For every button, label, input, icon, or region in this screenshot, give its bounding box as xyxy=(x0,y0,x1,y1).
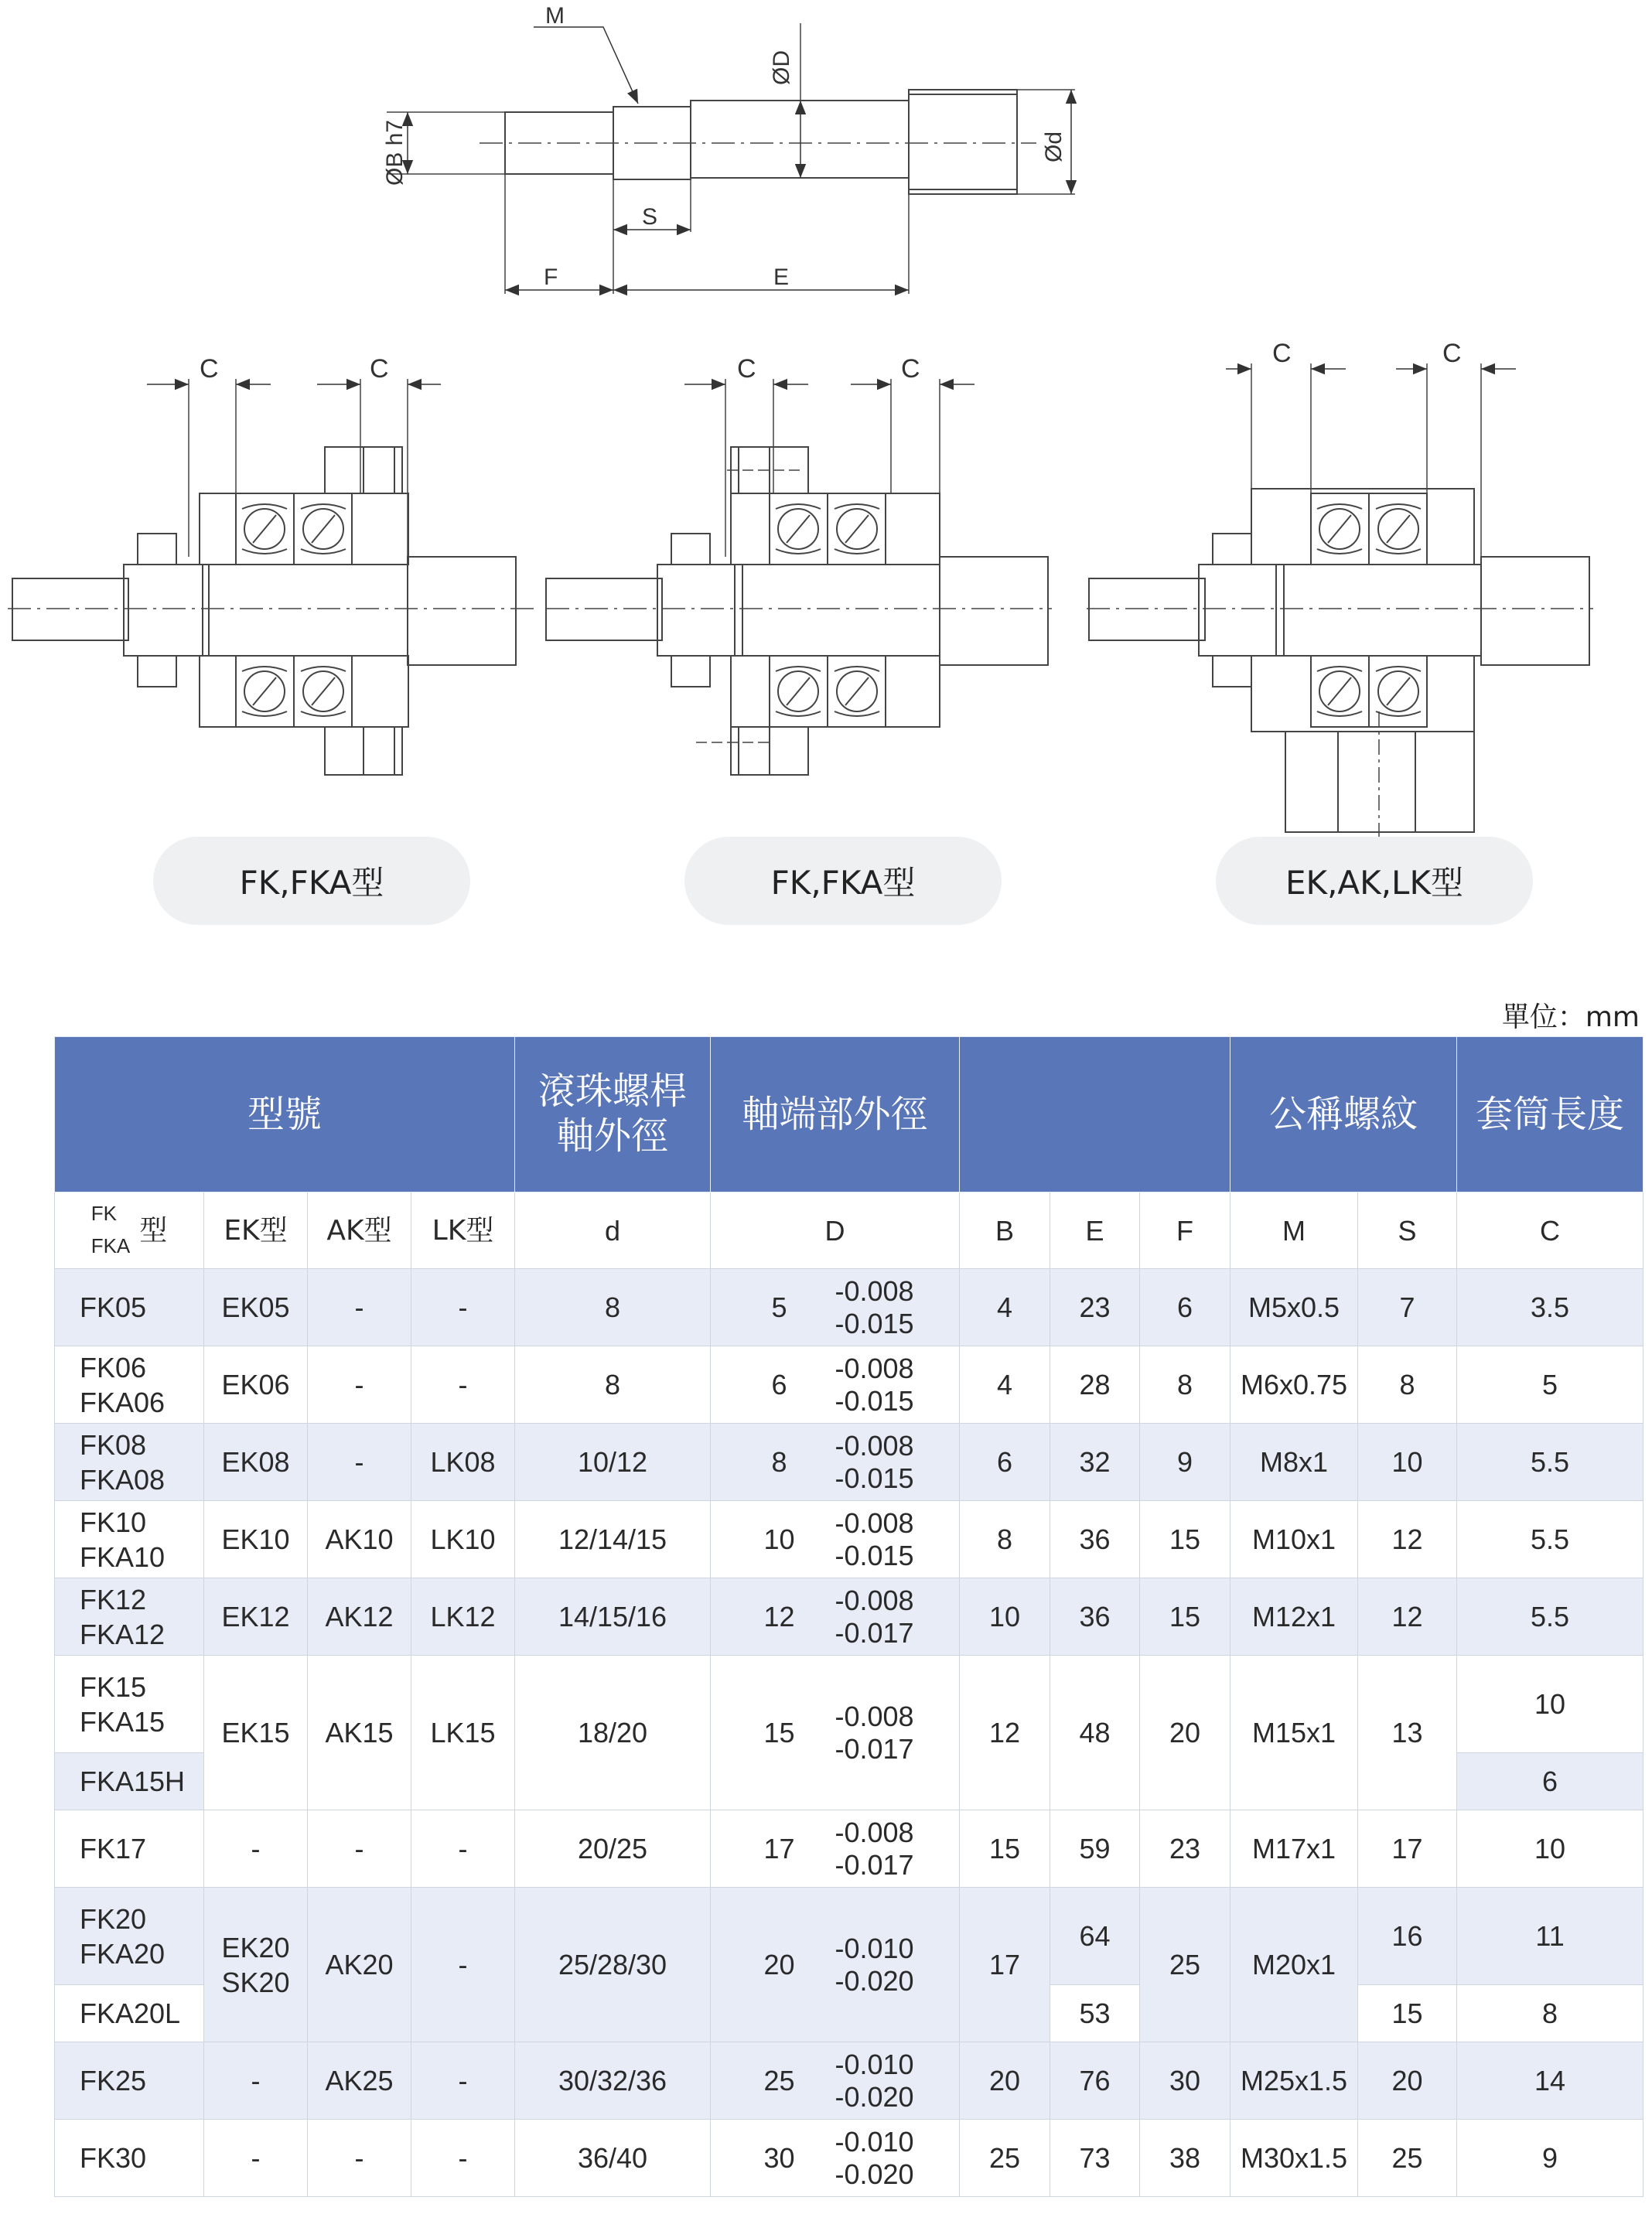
cell-E: 36 xyxy=(1050,1578,1140,1656)
cell-ak: - xyxy=(308,1269,411,1346)
table-row xyxy=(55,2042,1643,2120)
cell-fk: FKA15H xyxy=(55,1753,204,1810)
cell-d: 36/40 xyxy=(515,2120,711,2197)
D-value: 30 xyxy=(763,2142,795,2174)
cell-S: 25 xyxy=(1358,2120,1457,2197)
tol-lower: -0.020 xyxy=(835,1964,914,1997)
sub-fk-bottom: FKA xyxy=(90,1234,131,1257)
D-value: 20 xyxy=(763,1949,795,1980)
cell-B: 15 xyxy=(960,1810,1050,1888)
cell-S: 12 xyxy=(1358,1501,1457,1578)
cell-S: 17 xyxy=(1358,1810,1457,1888)
type-label-fk-2: FK,FKA型 xyxy=(684,837,1002,925)
cell-ak: - xyxy=(308,1810,411,1888)
cell-S: 10 xyxy=(1358,1424,1457,1501)
tol-lower: -0.015 xyxy=(835,1307,914,1339)
header-screw-outer: 滾珠螺桿 軸外徑 xyxy=(515,1037,711,1192)
sub-fk-top: FK xyxy=(90,1202,117,1226)
label-phiBh7: ØB h7 xyxy=(382,119,408,186)
D-value: 12 xyxy=(763,1601,795,1632)
D-value: 25 xyxy=(763,2065,795,2096)
cell-d: 20/25 xyxy=(515,1810,711,1888)
subheader-row xyxy=(55,1192,1643,1269)
cell-ek: EK08 xyxy=(204,1424,308,1501)
table-row xyxy=(55,1810,1643,1888)
type-label-fk-1: FK,FKA型 xyxy=(153,837,470,925)
cell-F: 25 xyxy=(1140,1888,1230,2042)
cell-E: 48 xyxy=(1050,1656,1140,1810)
cell-lk: - xyxy=(411,2120,515,2197)
cell-D xyxy=(711,1501,960,1578)
cell-lk: - xyxy=(411,1269,515,1346)
cell-F: 8 xyxy=(1140,1346,1230,1424)
cell-E: 32 xyxy=(1050,1424,1140,1501)
label-E: E xyxy=(773,264,790,290)
cell-fk: FKA20L xyxy=(55,1985,204,2042)
cell-lk: - xyxy=(411,1888,515,2042)
fk-model: FK15 xyxy=(80,1670,147,1703)
cell-ek: EK06 xyxy=(204,1346,308,1424)
cell-C: 9 xyxy=(1457,2120,1643,2197)
cell-lk: - xyxy=(411,1810,515,1888)
cell-ak: - xyxy=(308,1346,411,1424)
tol-upper: -0.008 xyxy=(835,1585,914,1617)
cell-D xyxy=(711,2042,960,2120)
header-sleeve: 套筒長度 xyxy=(1457,1037,1643,1192)
cell-d: 14/15/16 xyxy=(515,1578,711,1656)
tol-upper: -0.010 xyxy=(835,2126,914,2158)
cell-B: 6 xyxy=(960,1424,1050,1501)
cell-D xyxy=(711,1578,960,1656)
fk-model: FK06 xyxy=(80,1351,147,1383)
assembly-drawing-fk-2 xyxy=(546,379,1052,775)
cell-ak: AK12 xyxy=(308,1578,411,1656)
assembly-drawing-fk-1 xyxy=(8,379,534,775)
cell-F: 30 xyxy=(1140,2042,1230,2120)
tol-lower: -0.015 xyxy=(835,1384,914,1417)
cell-ek xyxy=(204,1888,308,2042)
cell-C: 8 xyxy=(1457,1985,1643,2042)
sub-ak: AK型 xyxy=(308,1192,411,1269)
cell-F: 38 xyxy=(1140,2120,1230,2197)
label-C-3a: C xyxy=(1272,339,1292,368)
cell-ak: AK15 xyxy=(308,1656,411,1810)
fk-model: FK08 xyxy=(80,1428,147,1461)
table-row xyxy=(55,1346,1643,1424)
table-row xyxy=(55,1424,1643,1501)
table-row xyxy=(55,1578,1643,1656)
cell-E: 36 xyxy=(1050,1501,1140,1578)
D-value: 5 xyxy=(771,1291,787,1323)
cell-M: M5x0.5 xyxy=(1230,1269,1358,1346)
cell-E: 59 xyxy=(1050,1810,1140,1888)
cell-B: 20 xyxy=(960,2042,1050,2120)
cell-ek: - xyxy=(204,2042,308,2120)
cell-D xyxy=(711,1888,960,2042)
tol-upper: -0.008 xyxy=(835,1817,914,1849)
cell-F: 6 xyxy=(1140,1269,1230,1346)
D-value: 6 xyxy=(771,1369,787,1400)
tol-upper: -0.008 xyxy=(835,1353,914,1385)
tol-lower: -0.020 xyxy=(835,2080,914,2113)
sub-lk: LK型 xyxy=(411,1192,515,1269)
tol-upper: -0.008 xyxy=(835,1701,914,1733)
cell-B: 10 xyxy=(960,1578,1050,1656)
cell-M: M8x1 xyxy=(1230,1424,1358,1501)
fk-model: FK20 xyxy=(80,1902,147,1935)
cell-ek: EK10 xyxy=(204,1501,308,1578)
cell-M: M15x1 xyxy=(1230,1656,1358,1810)
sub-D: D xyxy=(711,1192,960,1269)
tol-upper: -0.010 xyxy=(835,2049,914,2081)
cell-C: 5.5 xyxy=(1457,1501,1643,1578)
cell-B: 12 xyxy=(960,1656,1050,1810)
assembly-drawing-ek xyxy=(1087,363,1593,851)
cell-fk xyxy=(55,1501,204,1578)
cell-d: 8 xyxy=(515,1346,711,1424)
cell-C: 10 xyxy=(1457,1810,1643,1888)
header-blank xyxy=(960,1037,1230,1192)
tol-lower: -0.020 xyxy=(835,2158,914,2190)
cell-C: 14 xyxy=(1457,2042,1643,2120)
tol-lower: -0.017 xyxy=(835,1616,914,1649)
cell-lk: - xyxy=(411,1346,515,1424)
tol-upper: -0.008 xyxy=(835,1507,914,1540)
label-C-2a: C xyxy=(737,354,756,384)
cell-fk: FK05 xyxy=(55,1269,204,1346)
fka-model: FKA10 xyxy=(80,1540,166,1573)
sub-fk xyxy=(55,1192,204,1269)
label-C-2b: C xyxy=(901,354,920,384)
spec-table xyxy=(54,1036,1643,2197)
cell-lk: LK10 xyxy=(411,1501,515,1578)
cell-D xyxy=(711,2120,960,2197)
header-row xyxy=(55,1037,1643,1192)
cell-C: 10 xyxy=(1457,1656,1643,1753)
cell-S: 16 xyxy=(1358,1888,1457,1985)
tol-lower: -0.015 xyxy=(835,1462,914,1494)
cell-ek: EK15 xyxy=(204,1656,308,1810)
fka-model: FKA06 xyxy=(80,1386,166,1418)
cell-E: 73 xyxy=(1050,2120,1140,2197)
sub-F: F xyxy=(1140,1192,1230,1269)
fk-model: FK10 xyxy=(80,1506,147,1538)
label-phiD: ØD xyxy=(769,50,794,85)
label-M: M xyxy=(545,3,565,29)
cell-E: 23 xyxy=(1050,1269,1140,1346)
header-shaft-end: 軸端部外徑 xyxy=(711,1037,960,1192)
table-row xyxy=(55,1501,1643,1578)
cell-C: 6 xyxy=(1457,1753,1643,1810)
cell-D xyxy=(711,1810,960,1888)
cell-ak: - xyxy=(308,2120,411,2197)
D-value: 10 xyxy=(763,1523,795,1555)
fka-model: FKA12 xyxy=(80,1618,166,1650)
header-model: 型號 xyxy=(55,1037,515,1192)
sub-fk-suffix: 型 xyxy=(139,1214,168,1247)
table-row xyxy=(55,2120,1643,2197)
sub-E: E xyxy=(1050,1192,1140,1269)
label-C-1a: C xyxy=(200,354,219,384)
cell-S: 20 xyxy=(1358,2042,1457,2120)
cell-fk xyxy=(55,1424,204,1501)
cell-B: 25 xyxy=(960,2120,1050,2197)
sub-M: M xyxy=(1230,1192,1358,1269)
cell-B: 8 xyxy=(960,1501,1050,1578)
cell-ak: AK10 xyxy=(308,1501,411,1578)
type-label-ek: EK,AK,LK型 xyxy=(1216,837,1533,925)
cell-E: 28 xyxy=(1050,1346,1140,1424)
cell-B: 4 xyxy=(960,1346,1050,1424)
cell-C: 5.5 xyxy=(1457,1578,1643,1656)
label-F: F xyxy=(544,264,558,290)
label-S: S xyxy=(642,204,658,230)
cell-F: 9 xyxy=(1140,1424,1230,1501)
cell-M: M20x1 xyxy=(1230,1888,1358,2042)
cell-ak: - xyxy=(308,1424,411,1501)
cell-fk: FK25 xyxy=(55,2042,204,2120)
cell-D xyxy=(711,1656,960,1810)
tol-upper: -0.010 xyxy=(835,1933,914,1965)
cell-lk: - xyxy=(411,2042,515,2120)
D-value: 15 xyxy=(763,1717,795,1748)
cell-D xyxy=(711,1346,960,1424)
cell-ak: AK25 xyxy=(308,2042,411,2120)
cell-fk xyxy=(55,1888,204,1985)
cell-F: 15 xyxy=(1140,1578,1230,1656)
unit-label: 單位：mm xyxy=(1501,1001,1640,1033)
cell-fk xyxy=(55,1578,204,1656)
cell-d: 12/14/15 xyxy=(515,1501,711,1578)
cell-fk xyxy=(55,1656,204,1753)
cell-d: 8 xyxy=(515,1269,711,1346)
cell-E: 76 xyxy=(1050,2042,1140,2120)
sub-ek: EK型 xyxy=(204,1192,308,1269)
cell-d: 25/28/30 xyxy=(515,1888,711,2042)
table-row xyxy=(55,1656,1643,1753)
cell-D xyxy=(711,1269,960,1346)
tol-lower: -0.015 xyxy=(835,1539,914,1571)
sub-C: C xyxy=(1457,1192,1643,1269)
cell-fk xyxy=(55,1346,204,1424)
cell-M: M6x0.75 xyxy=(1230,1346,1358,1424)
tol-upper: -0.008 xyxy=(835,1430,914,1462)
cell-M: M10x1 xyxy=(1230,1501,1358,1578)
cell-E: 64 xyxy=(1050,1888,1140,1985)
cell-ek: EK05 xyxy=(204,1269,308,1346)
cell-M: M30x1.5 xyxy=(1230,2120,1358,2197)
header-thread: 公稱螺紋 xyxy=(1230,1037,1457,1192)
table-row xyxy=(55,1269,1643,1346)
sub-B: B xyxy=(960,1192,1050,1269)
cell-fk: FK30 xyxy=(55,2120,204,2197)
cell-C: 11 xyxy=(1457,1888,1643,1985)
label-C-3b: C xyxy=(1442,339,1462,368)
cell-d: 18/20 xyxy=(515,1656,711,1810)
cell-M: M17x1 xyxy=(1230,1810,1358,1888)
cell-d: 30/32/36 xyxy=(515,2042,711,2120)
D-value: 8 xyxy=(771,1446,787,1478)
cell-fk: FK17 xyxy=(55,1810,204,1888)
ek-model: EK20 xyxy=(221,1931,290,1963)
cell-ek: - xyxy=(204,2120,308,2197)
shaft-dimension-drawing xyxy=(387,23,1075,294)
fk-model: FK12 xyxy=(80,1583,147,1615)
cell-S: 8 xyxy=(1358,1346,1457,1424)
cell-F: 23 xyxy=(1140,1810,1230,1888)
sk-model: SK20 xyxy=(221,1966,290,1998)
cell-C: 3.5 xyxy=(1457,1269,1643,1346)
sub-d: d xyxy=(515,1192,711,1269)
cell-D xyxy=(711,1424,960,1501)
cell-S: 15 xyxy=(1358,1985,1457,2042)
cell-C: 5.5 xyxy=(1457,1424,1643,1501)
tol-upper: -0.008 xyxy=(835,1275,914,1308)
cell-lk: LK12 xyxy=(411,1578,515,1656)
cell-B: 17 xyxy=(960,1888,1050,2042)
cell-S: 13 xyxy=(1358,1656,1457,1810)
label-phid: Ød xyxy=(1041,131,1067,162)
cell-C: 5 xyxy=(1457,1346,1643,1424)
cell-ek: EK12 xyxy=(204,1578,308,1656)
cell-S: 12 xyxy=(1358,1578,1457,1656)
cell-d: 10/12 xyxy=(515,1424,711,1501)
cell-lk: LK08 xyxy=(411,1424,515,1501)
cell-F: 20 xyxy=(1140,1656,1230,1810)
fka-model: FKA08 xyxy=(80,1463,166,1496)
cell-ek: - xyxy=(204,1810,308,1888)
cell-lk: LK15 xyxy=(411,1656,515,1810)
technical-drawings xyxy=(0,0,1652,967)
D-value: 17 xyxy=(763,1833,795,1864)
label-C-1b: C xyxy=(370,354,389,384)
tol-lower: -0.017 xyxy=(835,1732,914,1765)
cell-S: 7 xyxy=(1358,1269,1457,1346)
cell-ak: AK20 xyxy=(308,1888,411,2042)
fka-model: FKA15 xyxy=(80,1705,166,1738)
cell-M: M12x1 xyxy=(1230,1578,1358,1656)
table-row xyxy=(55,1888,1643,1985)
cell-B: 4 xyxy=(960,1269,1050,1346)
cell-F: 15 xyxy=(1140,1501,1230,1578)
cell-M: M25x1.5 xyxy=(1230,2042,1358,2120)
cell-E: 53 xyxy=(1050,1985,1140,2042)
fka-model: FKA20 xyxy=(80,1937,166,1970)
sub-S: S xyxy=(1358,1192,1457,1269)
tol-lower: -0.017 xyxy=(835,1848,914,1881)
